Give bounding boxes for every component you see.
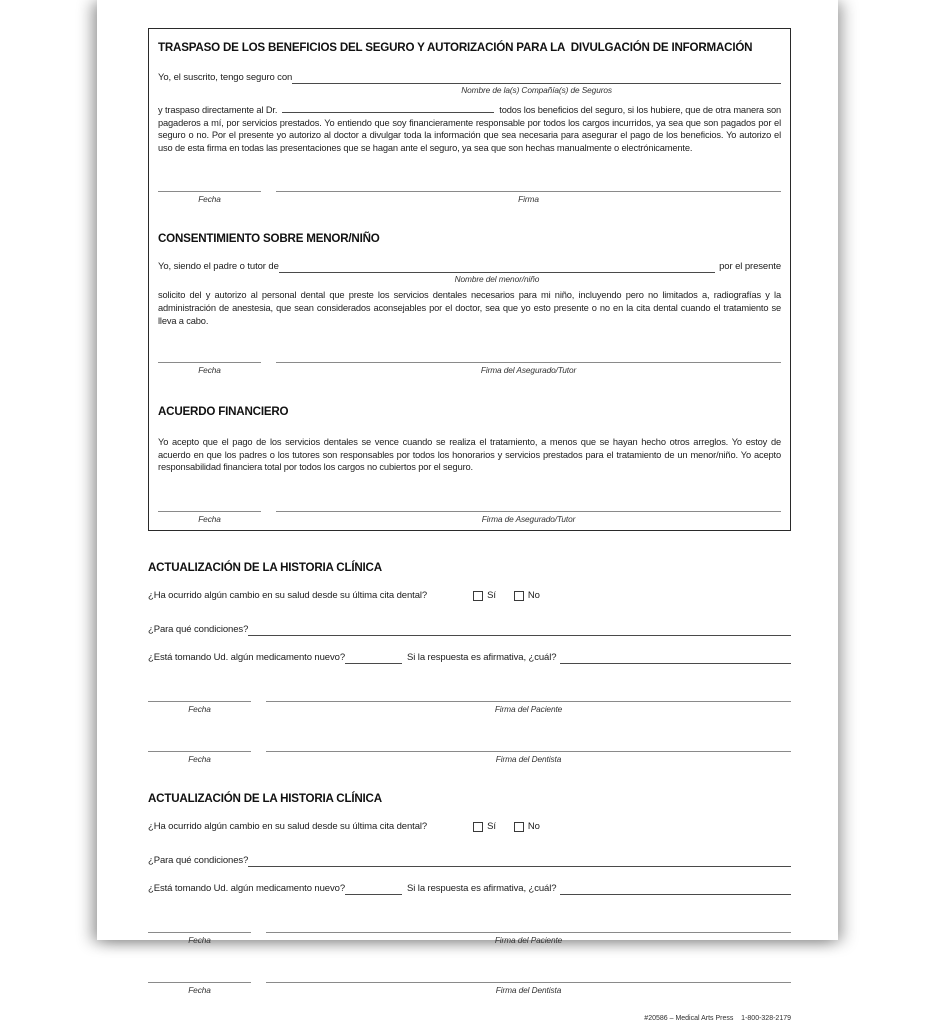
no-label-2: No [527,820,540,832]
insurance-company-blank-wrap [292,72,781,95]
insurance-company-row [158,72,781,95]
medication-which-field-1[interactable] [560,652,791,664]
yes-option-1 [473,590,496,602]
conditions-row-1 [148,624,791,636]
patient-date-field-2[interactable] [148,921,251,933]
conditions-question-1: ¿Para qué condiciones? [148,623,249,635]
dentist-date-label-1: Fecha [188,753,211,764]
dentist-signature-label-2: Firma del Dentista [495,984,562,995]
guardian-label: Yo, siendo el padre o tutor de [158,261,279,273]
medication-row-1 [148,652,791,664]
minor-consent-date-block [158,351,261,375]
no-checkbox-2[interactable] [514,822,524,832]
financial-date-field[interactable] [158,500,261,512]
financial-signature-row [158,500,781,524]
form-page [97,0,838,1022]
dentist-signature-row-2 [148,971,791,995]
no-option-1 [514,590,540,602]
conditions-field-2[interactable] [248,855,791,867]
patient-date-field-1[interactable] [148,690,251,702]
dentist-date-block-1 [148,740,251,764]
financial-date-block [158,500,261,524]
patient-signature-label-2: Firma del Paciente [494,934,563,945]
patient-signature-label-1: Firma del Paciente [494,703,563,714]
minor-name-row [158,261,781,285]
insurance-paragraph-prefix: y traspaso directamente al Dr. [158,105,278,115]
yes-checkbox-2[interactable] [473,822,483,832]
financial-date-label: Fecha [198,513,221,524]
medication-row-2 [148,883,791,895]
section-title-financial: ACUERDO FINANCIERO [158,405,289,419]
insurance-signature-field[interactable] [276,180,781,192]
minor-name-sublabel: Nombre del menor/niño [454,274,540,285]
insurance-company-label: Yo, el suscrito, tengo seguro con [158,72,293,83]
no-checkbox-1[interactable] [514,591,524,601]
agreement-box [148,28,791,531]
yes-checkbox-1[interactable] [473,591,483,601]
conditions-field-1[interactable] [248,624,791,636]
health-change-row-1 [148,590,791,602]
minor-consent-signature-field[interactable] [276,351,781,363]
minor-name-field[interactable] [279,261,715,273]
form-footer-imprint: #20586 – Medical Arts Press 1-800-328-2179 [644,1014,791,1022]
yes-label-1: Sí [487,589,496,601]
conditions-question-2: ¿Para qué condiciones? [148,854,249,866]
no-label-1: No [527,589,540,601]
financial-signature-block [276,500,781,524]
medication-which-field-2[interactable] [560,883,791,895]
minor-consent-date-field[interactable] [158,351,261,363]
patient-signature-field-2[interactable] [266,921,791,933]
section-title-history-update-1: ACTUALIZACIÓN DE LA HISTORIA CLÍNICA [148,560,382,574]
patient-signature-block-1 [266,690,791,714]
yes-label-2: Sí [487,820,496,832]
insurance-company-field[interactable] [292,72,781,84]
insurance-date-label: Fecha [198,194,221,205]
section-title-minor-consent: CONSENTIMIENTO SOBRE MENOR/NIÑO [158,232,380,246]
dentist-signature-block-1 [266,740,791,764]
section-title-history-update-2: ACTUALIZACIÓN DE LA HISTORIA CLÍNICA [148,791,382,805]
financial-signature-field[interactable] [276,500,781,512]
patient-date-block-1 [148,690,251,714]
form-content [97,0,838,1022]
health-change-checkboxes-1 [473,590,540,602]
minor-consent-signature-label: Firma del Asegurado/Tutor [480,365,577,376]
patient-date-label-2: Fecha [188,934,211,945]
guardian-trail-text: por el presente [719,261,781,273]
health-change-checkboxes-2 [473,821,540,833]
minor-consent-signature-block [276,351,781,375]
medication-question-2: ¿Está tomando Ud. algún medicamento nuevo? [148,882,346,894]
health-change-question-1: ¿Ha ocurrido algún cambio en su salud desde su última cita dental? [148,589,428,601]
patient-signature-row-2 [148,921,791,945]
section-title-insurance: TRASPASO DE LOS BENEFICIOS DEL SEGURO Y AUTORIZACIÓN PARA LA DIVULGACIÓN DE INFORMACIÓN [158,41,753,54]
dentist-date-block-2 [148,971,251,995]
financial-signature-label: Firma de Asegurado/Tutor [481,513,576,524]
insurance-date-block [158,180,261,204]
medication-question-1: ¿Está tomando Ud. algún medicamento nuevo? [148,651,346,663]
patient-signature-row-1 [148,690,791,714]
dentist-date-field-1[interactable] [148,740,251,752]
minor-consent-signature-row [158,351,781,375]
health-change-question-2: ¿Ha ocurrido algún cambio en su salud desde su última cita dental? [148,820,428,832]
medication-which-question-1: Si la respuesta es afirmativa, ¿cuál? [407,651,557,663]
insurance-company-sublabel: Nombre de la(s) Compañía(s) de Seguros [461,85,612,95]
dentist-signature-block-2 [266,971,791,995]
medication-answer-field-1[interactable] [345,652,402,664]
doctor-name-field[interactable] [282,104,494,113]
insurance-paragraph-suffix: todos los beneficios del seguro, si los hubiere, que de otra manera son pagaderos a mí, por servicios prestados. Yo entiendo que soy financieramente responsable por todos los cargos incurridos, ya sea que son pagados por el seguro o no. Por el presente yo autorizo al doctor a divulgar toda la información que sea necesaria para asegurar el pago de los beneficios. Yo autorizo el uso de esta firma en todas las presentaciones que se hagan ante el seguro, ya sea que son hechas manualmente o electrónicamente. [158,105,781,153]
dentist-signature-field-2[interactable] [266,971,791,983]
health-change-row-2 [148,821,791,833]
dentist-date-label-2: Fecha [188,984,211,995]
insurance-signature-row [158,180,781,204]
dentist-date-field-2[interactable] [148,971,251,983]
patient-date-block-2 [148,921,251,945]
minor-consent-paragraph: solicito del y autorizo al personal dental que preste los servicios dentales necesarios para mi niño, incluyendo pero no limitados a, radiografías y la administración de anestesia, que sean considerados aconsejables por el doctor, sea que yo esto presente o no en la cita dental cuando el tratamiento se lleva a cabo. [158,290,781,326]
financial-paragraph: Yo acepto que el pago de los servicios dentales se vence cuando se realiza el tratamiento, a menos que se hayan hecho otros arreglos. Yo estoy de acuerdo en que los padres o los tutores son responsables por todos los honorarios y servicios prestados para el tratamiento de un menor/niño. Yo acepto responsabilidad financiera total por todos los cargos no cubiertos por el seguro. [158,437,781,473]
patient-signature-block-2 [266,921,791,945]
insurance-signature-block [276,180,781,204]
insurance-date-field[interactable] [158,180,261,192]
no-option-2 [514,821,540,833]
minor-name-blank-wrap [279,261,715,285]
medication-which-question-2: Si la respuesta es afirmativa, ¿cuál? [407,882,557,894]
dentist-signature-label-1: Firma del Dentista [495,753,562,764]
conditions-row-2 [148,855,791,867]
dentist-signature-row-1 [148,740,791,764]
minor-consent-date-label: Fecha [198,365,221,376]
insurance-paragraph [158,104,781,154]
yes-option-2 [473,821,496,833]
patient-date-label-1: Fecha [188,703,211,714]
insurance-signature-label: Firma [518,194,539,205]
dentist-signature-field-1[interactable] [266,740,791,752]
patient-signature-field-1[interactable] [266,690,791,702]
medication-answer-field-2[interactable] [345,883,402,895]
